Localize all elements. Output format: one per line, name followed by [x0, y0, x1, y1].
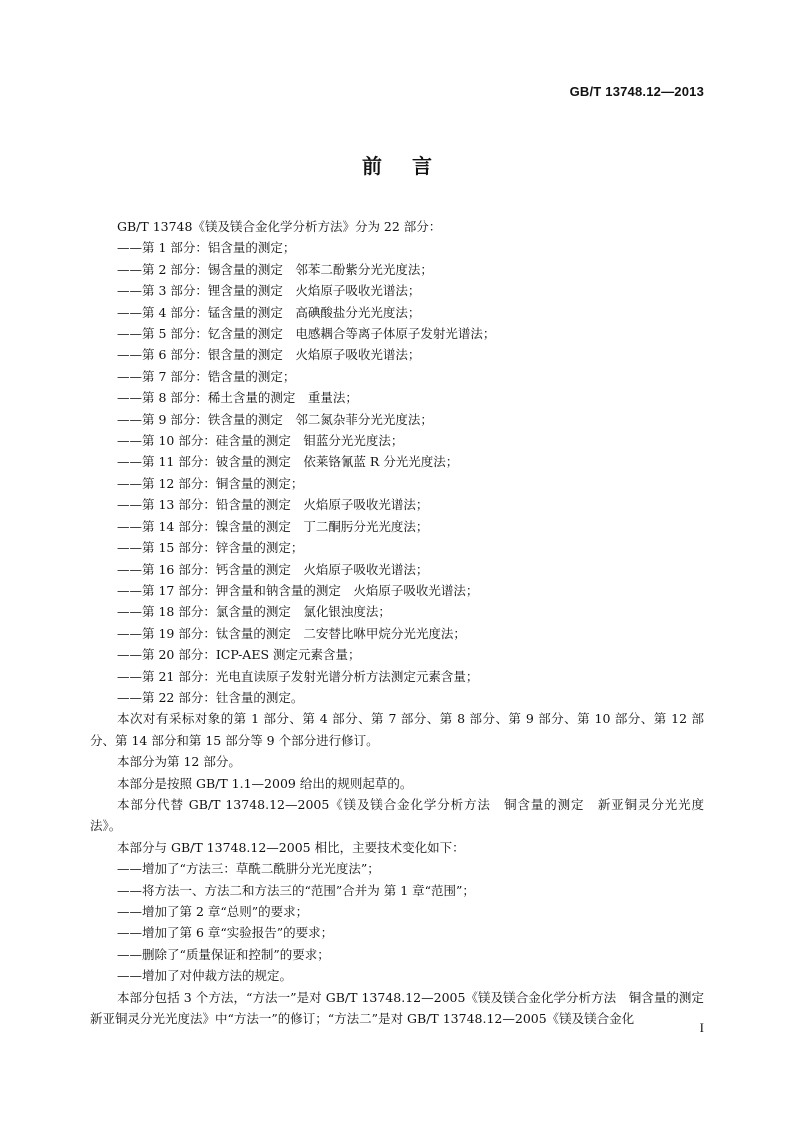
intro-paragraph: GB/T 13748《镁及镁合金化学分析方法》分为 22 部分：: [117, 219, 442, 234]
list-item: ——第 8 部分：稀土含量的测定 重量法；: [117, 390, 358, 406]
list-item: ——删除了“质量保证和控制”的要求；: [117, 946, 330, 962]
list-item: ——第 13 部分：铅含量的测定 火焰原子吸收光谱法；: [117, 497, 429, 513]
methods-paragraph: 本部分包括 3 个方法，“方法一”是对 GB/T 13748.12—2005《镁及镁合金化学分析方法 铜含量的测定 新亚铜灵分光光度法》中“方法一”的修订；“方法二”是对 GB/T 13748.12—2005《镁及镁合金化: [90, 989, 717, 1027]
list-item: ——第 18 部分：氯含量的测定 氯化银浊度法；: [117, 604, 391, 620]
list-item: ——第 19 部分：钛含量的测定 二安替比咻甲烷分光光度法；: [117, 625, 466, 641]
changes-list: [90, 858, 704, 986]
list-item: ——第 21 部分：光电直读原子发射光谱分析方法测定元素含量；: [117, 668, 479, 684]
list-item: ——增加了对仲裁方法的规定。: [117, 968, 293, 984]
revision-paragraph: 本次对有采标对象的第 1 部分、第 4 部分、第 7 部分、第 8 部分、第 9 部分、第 10 部分、第 12 部分、第 14 部分和第 15 部分等 9 个部分进行修订。: [90, 711, 704, 748]
list-item: ——第 9 部分：铁含量的测定 邻二氮杂菲分光光度法；: [117, 411, 433, 427]
list-item: ——增加了“方法三：草酰二酰肼分光光度法”；: [117, 861, 380, 877]
list-item: ——第 1 部分：铝含量的测定；: [117, 240, 296, 256]
list-item: ——第 17 部分：钾含量和钠含量的测定 火焰原子吸收光谱法；: [117, 582, 479, 598]
list-item: ——第 10 部分：硅含量的测定 钼蓝分光光度法；: [117, 433, 404, 449]
list-item: ——第 16 部分：钙含量的测定 火焰原子吸收光谱法；: [117, 561, 429, 577]
this-part-paragraph: 本部分为第 12 部分。: [117, 754, 241, 770]
list-item: ——第 5 部分：钇含量的测定 电感耦合等离子体原子发射光谱法；: [117, 326, 496, 342]
list-item: ——将方法一、方法二和方法三的“范围”合并为 第 1 章“范围”；: [117, 882, 475, 898]
foreword-body: [90, 216, 717, 1029]
list-item: ——第 14 部分：镍含量的测定 丁二酮肟分光光度法；: [117, 518, 429, 534]
page-title: 前言: [362, 154, 462, 178]
list-item: ——第 3 部分：锂含量的测定 火焰原子吸收光谱法；: [117, 283, 421, 299]
page-number: I: [699, 1020, 704, 1035]
list-item: ——第 6 部分：银含量的测定 火焰原子吸收光谱法；: [117, 347, 421, 363]
list-item: ——增加了第 2 章“总则”的要求；: [117, 904, 309, 919]
replaces-paragraph: 本部分代替 GB/T 13748.12—2005《镁及镁合金化学分析方法 铜含量的测定 新亚铜灵分光光度法》。: [90, 796, 704, 834]
list-item: ——增加了第 6 章“实验报告”的要求；: [117, 925, 334, 941]
list-item: ——第 15 部分：锌含量的测定；: [117, 540, 304, 556]
list-item: ——第 2 部分：锡含量的测定 邻苯二酚紫分光光度法；: [117, 261, 433, 277]
list-item: ——第 7 部分：锆含量的测定；: [117, 368, 296, 384]
list-item: ——第 22 部分：钍含量的测定。: [117, 689, 304, 705]
changes-intro-paragraph: 本部分与 GB/T 13748.12—2005 相比，主要技术变化如下：: [117, 839, 465, 855]
drafting-rule-paragraph: 本部分是按照 GB/T 1.1—2009 给出的规则起草的。: [117, 775, 413, 791]
list-item: ——第 4 部分：锰含量的测定 高碘酸盐分光光度法；: [117, 304, 421, 320]
parts-list: [90, 237, 704, 708]
list-item: ——第 12 部分：铜含量的测定；: [117, 475, 304, 491]
list-item: ——第 11 部分：铍含量的测定 依莱铬氰蓝 R 分光光度法；: [117, 454, 459, 470]
list-item: ——第 20 部分：ICP-AES 测定元素含量；: [117, 647, 361, 663]
standard-number: GB/T 13748.12—2013: [569, 84, 704, 99]
